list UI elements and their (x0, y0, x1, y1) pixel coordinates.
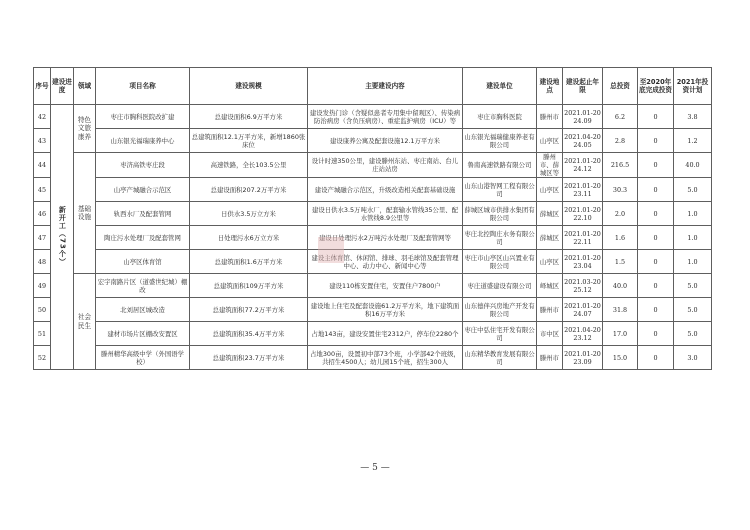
cell-name: 宏宇南路片区（道盛世纪城）棚改 (96, 274, 190, 298)
cell-name: 滕州精华高级中学（外国语学校） (96, 346, 190, 370)
cell-total: 15.0 (603, 346, 638, 370)
cell-done: 0 (638, 202, 674, 226)
header-field: 领域 (74, 68, 96, 105)
cell-done: 0 (638, 274, 674, 298)
cell-period: 2021.01-2023.04 (563, 250, 603, 274)
cell-plan: 3.8 (674, 105, 712, 129)
cell-unit: 枣庄北控陶庄水务有限公司 (463, 226, 537, 250)
cell-scale: 总建设面积207.2万平方米 (190, 178, 308, 202)
cell-content: 建设产城融合示范区，升级改造相关配套基础设施 (308, 178, 463, 202)
cell-name: 山东银光福瑞康养中心 (96, 129, 190, 153)
cell-scale: 总建筑面积23.7万平方米 (190, 346, 308, 370)
cell-site: 薛城区 (537, 226, 563, 250)
cell-plan: 40.0 (674, 153, 712, 178)
cell-plan: 5.0 (674, 298, 712, 322)
cell-period: 2021.01-2022.10 (563, 202, 603, 226)
field-cell-social: 社会民生 (74, 274, 96, 370)
cell-site: 滕州市、薛城区等 (537, 153, 563, 178)
cell-period: 2021.01-2024.07 (563, 298, 603, 322)
cell-plan: 3.0 (674, 346, 712, 370)
header-site: 建设地点 (537, 68, 563, 105)
cell-unit: 枣庄市胸科医院 (463, 105, 537, 129)
header-seq: 序号 (34, 68, 51, 105)
cell-total: 1.5 (603, 250, 638, 274)
cell-name: 枣济高铁枣庄段 (96, 153, 190, 178)
cell-name: 山亭区体育馆 (96, 250, 190, 274)
table-row (34, 153, 712, 178)
cell-done: 0 (638, 322, 674, 346)
table-row (34, 226, 712, 250)
cell-plan: 5.0 (674, 178, 712, 202)
cell-period: 2021.01-2023.11 (563, 178, 603, 202)
table-row (34, 346, 712, 370)
cell-content: 设计时速350公里，建设滕州东站、枣庄南站、台儿庄站站房 (308, 153, 463, 178)
cell-unit: 山东德伴兴房地产开发有限公司 (463, 298, 537, 322)
cell-site: 山亭区 (537, 129, 563, 153)
cell-name: 陶庄污水处理厂及配套管网 (96, 226, 190, 250)
cell-content: 建设日供水3.5万吨水厂，配套输水管线35公里、配水管线8.9公里等 (308, 202, 463, 226)
cell-seq: 42 (34, 105, 51, 129)
cell-seq: 52 (34, 346, 51, 370)
cell-seq: 50 (34, 298, 51, 322)
cell-site: 滕州市 (537, 346, 563, 370)
cell-content: 建设110栋安置住宅，安置住户7800户 (308, 274, 463, 298)
cell-period: 2021.04-2024.05 (563, 129, 603, 153)
cell-period: 2021.01-2022.11 (563, 226, 603, 250)
cell-plan: 1.2 (674, 129, 712, 153)
header-name: 项目名称 (96, 68, 190, 105)
cell-plan: 5.0 (674, 322, 712, 346)
table-header-row (34, 68, 712, 105)
cell-seq: 46 (34, 202, 51, 226)
header-plan: 2021年投资计划 (674, 68, 712, 105)
cell-unit: 枣庄道盛建设有限公司 (463, 274, 537, 298)
cell-scale: 总建筑面积109万平方米 (190, 274, 308, 298)
cell-scale: 日处理污水6万立方米 (190, 226, 308, 250)
cell-seq: 47 (34, 226, 51, 250)
cell-done: 0 (638, 153, 674, 178)
cell-content: 占地300亩，设置初中部73个班，小学部42个班级，共招生4500人；幼儿园15个班，招生300人 (308, 346, 463, 370)
cell-done: 0 (638, 298, 674, 322)
table-row (34, 250, 712, 274)
cell-unit: 山东精华教育发展有限公司 (463, 346, 537, 370)
cell-site: 山亭区 (537, 250, 563, 274)
table-row (34, 202, 712, 226)
cell-period: 2021.01-2023.09 (563, 346, 603, 370)
cell-unit: 山东山港智网工程有限公司 (463, 178, 537, 202)
cell-scale: 总建筑面积77.2万平方米 (190, 298, 308, 322)
table-row (34, 322, 712, 346)
header-done: 至2020年底完成投资 (638, 68, 674, 105)
field-cell-infra: 基础设施 (74, 153, 96, 274)
project-table (33, 67, 712, 370)
cell-period: 2021.01-2024.09 (563, 105, 603, 129)
cell-scale: 总建筑面积1.6万平方米 (190, 250, 308, 274)
cell-done: 0 (638, 178, 674, 202)
header-progress: 建设进度 (51, 68, 74, 105)
cell-site: 滕州市 (537, 298, 563, 322)
cell-site: 峄城区 (537, 274, 563, 298)
cell-name: 北刘居区城改造 (96, 298, 190, 322)
cell-done: 0 (638, 105, 674, 129)
cell-unit: 枣庄中弘住宅开发有限公司 (463, 322, 537, 346)
table-row (34, 298, 712, 322)
cell-scale: 总建筑面积12.1万平方米，新增1860张床位 (190, 129, 308, 153)
cell-done: 0 (638, 346, 674, 370)
progress-label: 新开工（73个） (58, 206, 67, 266)
header-scale: 建设规模 (190, 68, 308, 105)
cell-scale: 总建设面积6.9万平方米 (190, 105, 308, 129)
header-period: 建设起止年限 (563, 68, 603, 105)
cell-total: 17.0 (603, 322, 638, 346)
cell-seq: 43 (34, 129, 51, 153)
cell-plan: 1.0 (674, 202, 712, 226)
cell-unit: 鲁南高速铁路有限公司 (463, 153, 537, 178)
cell-plan: 1.0 (674, 250, 712, 274)
cell-name: 轨西水厂及配套管网 (96, 202, 190, 226)
cell-content: 建设发热门诊（含疑似患者专用集中留观区）、传染病防治病房（含负压病房）、重症监护病房（ICU）等 (308, 105, 463, 129)
cell-content: 建设地上住宅及配套设施61.2万平方米，地下建筑面积16万平方米 (308, 298, 463, 322)
cell-plan: 1.0 (674, 226, 712, 250)
cell-total: 1.6 (603, 226, 638, 250)
cell-site: 市中区 (537, 322, 563, 346)
cell-period: 2021.01-2024.12 (563, 153, 603, 178)
page-number: — 5 — (360, 463, 390, 473)
cell-scale: 总建筑面积35.4万平方米 (190, 322, 308, 346)
cell-seq: 45 (34, 178, 51, 202)
cell-site: 薛城区 (537, 202, 563, 226)
cell-total: 31.8 (603, 298, 638, 322)
cell-total: 2.8 (603, 129, 638, 153)
header-unit: 建设单位 (463, 68, 537, 105)
header-total: 总投资 (603, 68, 638, 105)
cell-unit: 枣庄市山亭区山兴置业有限公司 (463, 250, 537, 274)
cell-content: 建设主体育馆、休闲馆、排球、羽毛球馆及配套管理中心、动力中心、新闻中心等 (308, 250, 463, 274)
cell-name: 枣庄市胸科医院改扩建 (96, 105, 190, 129)
field-cell-tourism: 特色文旅康养 (74, 105, 96, 153)
cell-content: 建设康养公寓及配套设施12.1万平方米 (308, 129, 463, 153)
cell-seq: 44 (34, 153, 51, 178)
cell-total: 2.0 (603, 202, 638, 226)
cell-total: 6.2 (603, 105, 638, 129)
table-row (34, 129, 712, 153)
cell-seq: 51 (34, 322, 51, 346)
table-row (34, 274, 712, 298)
cell-site: 滕州市 (537, 105, 563, 129)
cell-scale: 日供水3.5万立方米 (190, 202, 308, 226)
cell-site: 山亭区 (537, 178, 563, 202)
cell-plan: 5.0 (674, 274, 712, 298)
cell-name: 建材市场片区棚改安置区 (96, 322, 190, 346)
cell-unit: 薛城区城市供排水集团有限公司 (463, 202, 537, 226)
progress-cell (51, 105, 74, 370)
cell-content: 建设日处理污水2万吨污水处理厂及配套管网等 (308, 226, 463, 250)
cell-seq: 48 (34, 250, 51, 274)
header-content: 主要建设内容 (308, 68, 463, 105)
cell-total: 30.3 (603, 178, 638, 202)
cell-name: 山亭产城融合示范区 (96, 178, 190, 202)
cell-done: 0 (638, 226, 674, 250)
cell-total: 40.0 (603, 274, 638, 298)
cell-seq: 49 (34, 274, 51, 298)
table-row (34, 105, 712, 129)
cell-total: 216.5 (603, 153, 638, 178)
table-row (34, 178, 712, 202)
cell-scale: 高速铁路，全长103.5公里 (190, 153, 308, 178)
cell-period: 2021.03-2025.12 (563, 274, 603, 298)
cell-content: 占地143亩，建设安置住宅2312户，停车位2280个 (308, 322, 463, 346)
cell-unit: 山东银光福瑞健康养老有限公司 (463, 129, 537, 153)
cell-done: 0 (638, 129, 674, 153)
cell-period: 2021.04-2023.12 (563, 322, 603, 346)
cell-done: 0 (638, 250, 674, 274)
